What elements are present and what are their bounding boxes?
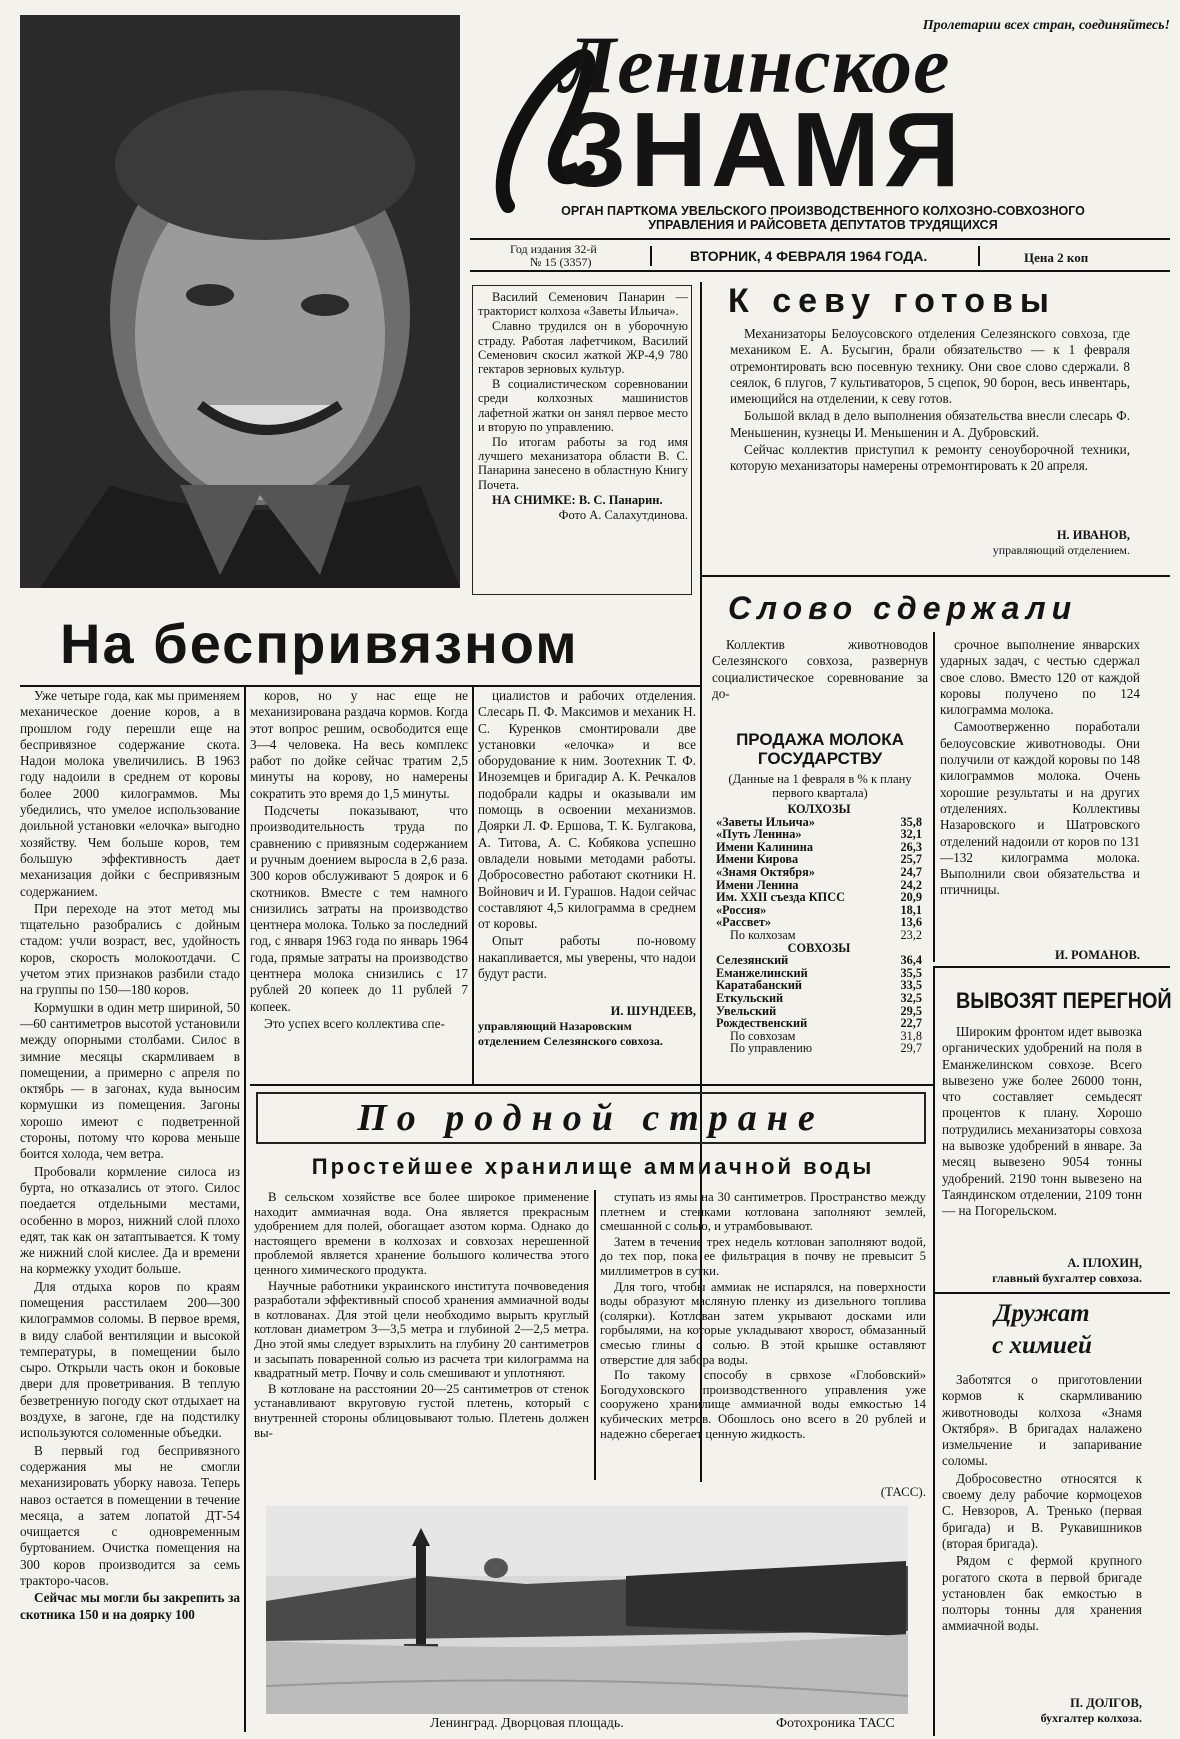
besprivyaz-col2-p2: Подсчеты показывают, что производительность труда по сравнению с привязным содержанием и ручным доением выросла в 2,6 раза. 300 коров обслуживают 5 доярок и 6 скотников. Вместе с тем намного снизились затраты на производство центнера молока. Только за последний год, с января 1963 года по январь 1964 года, прямые затраты на производство центнера молока снизились с 17 рублей 20 копеек до 11 рублей 7 копеек. xyxy=(250,803,468,1014)
portrait-caption-p3: В социалистическом соревновании среди колхозных машинистов лафетной жатки он занял первое место и вторую по управлению. xyxy=(478,377,688,434)
row-name: Каратабанский xyxy=(716,978,803,993)
masthead-year: Год издания 32-й xyxy=(510,242,597,256)
portrait-caption-p4: По итогам работы за год имя лучшего механизатора области В. С. Панарина занесено в областную Книгу Почета. xyxy=(478,435,688,492)
rodina-col1-p3: В котловане на расстоянии 20—25 сантиметров от стенок устанавливают вкруговую густой плетень, который с внутренней стороны облицовывают толью. Плетень должен вы- xyxy=(254,1381,589,1440)
row-name: Имени Кирова xyxy=(716,852,799,867)
slovo-intro: Коллектив животноводов Селезянского совхоза, развернув социалистическое соревнование за до- xyxy=(712,637,928,701)
row-name: «Путь Ленина» xyxy=(716,827,802,842)
portrait-caption xyxy=(478,290,688,595)
rodina-headline: Простейшее хранилище аммиачной воды xyxy=(311,1154,875,1179)
milk-table xyxy=(716,803,922,1055)
besprivyaz-col1 xyxy=(20,688,240,1733)
besprivyaz-signature xyxy=(478,1004,696,1049)
besprivyaz-col1-p3: Кормушки в один метр шириной, 50—60 сантиметров высотой установили между опорными столбами. Силос в зимние месяцы скармливаем в помещении, а примерно с апреля по октябрь — в загонах, куда выносим кормушки из помещения. Загоны хорошо имеют с подветренной стороны, потому что корова меньше боится холода, чем ветра. xyxy=(20,999,240,1162)
portrait-caption-p1: Василий Семенович Панарин — тракторист колхоза «Заветы Ильича». xyxy=(478,290,688,319)
portrait-caption-p2: Славно трудился он в уборочную страду. Работая лафетчиком, Василий Семенович скосил жаткой ЖР-4,9 780 гектаров зерновых культур. xyxy=(478,319,688,377)
portrait-photo xyxy=(20,15,460,588)
row-name: Увельский xyxy=(716,1003,777,1018)
row-value: 29,5 xyxy=(900,1003,922,1018)
himiya-author: П. ДОЛГОВ, xyxy=(1070,1696,1142,1710)
sevu-headline: К севу готовы xyxy=(728,282,1056,320)
besprivyaz-col1-p7: Сейчас мы могли бы закрепить за скотника 150 и на дояркy 100 xyxy=(20,1590,240,1622)
peregnoy-text: Широким фронтом идет вывозка органических удобрений на поля в Еманжелинском совхозе. Всего вывезено уже более 26000 тонн, что составляет семьдесят процентов к плану. Хорошо потрудились механизаторы совхоза на вывозке удобрений в январе. За месяц вывезено 9054 тонны удобрений. 2190 тонн вывезено на Таяндинском отделении, 2109 тонн — на Погорельском. xyxy=(942,1024,1142,1219)
himiya-p2: Добросовестно относятся к своему делу рабочие кормоцехов С. Невзоров, А. Тренько (первая бригада) и В. Рукавишников (вторая бригада). xyxy=(942,1470,1142,1551)
row-value: 35,8 xyxy=(900,814,922,829)
row-value: 25,7 xyxy=(900,852,922,867)
row-name: Селезянский xyxy=(716,953,789,968)
rodina-credit: (ТАСС). xyxy=(880,1484,926,1499)
row-value: 29,7 xyxy=(900,1041,922,1056)
sevu-p2: Большой вклад в дело выполнения обязательства внесли слесарь Ф. Меньшенин, кузнецы И. Меньшенин и А. Дубровский. xyxy=(730,408,1130,440)
palace-square-image-icon xyxy=(266,1506,908,1714)
row-value: 33,5 xyxy=(900,978,922,993)
rodina-col1-p1: В сельском хозяйстве все более широкое применение находит аммиачная вода. Она является прекрасным удобрением для полей, обогащает азотом корма. Однако до настоящего времени в колхозах и совхозах нерешенной проблемой является хранение большого количества этого ценного химического продукта. xyxy=(254,1190,589,1277)
row-value: 23,2 xyxy=(900,927,922,942)
besprivyaz-col3-p1: циалистов и рабочих отделения. Слесарь П. Ф. Максимов и механик Н. С. Куренков смонтировали две установки «елочка» и все оборудование к ним. Зоотехник Т. Ф. Иноземцев и бригадир А. К. Речкалов подобрали кадры и оказывали им помощь в освоении механизмов. Доярки Л. Ф. Ершова, Т. К. Булгакова, А. Титова, А. С. Кобякова успешно овладели новыми методами работы. Добросовестно работают скотники Н. Войнович и И. Гурашов. Надои сейчас составляют 4,5 килограмма в среднем от коровы. xyxy=(478,688,696,932)
milk-table-subtitle: (Данные на 1 февраля в % к плану первого квартала) xyxy=(728,772,912,800)
himiya-signature xyxy=(942,1696,1142,1726)
table-row xyxy=(716,954,922,967)
bottom-photo-caption: Ленинград. Дворцовая площадь. xyxy=(430,1716,624,1731)
rodina-col1-p2: Научные работники украинского института почвоведения разработали эффективный способ хранения аммиачной воды в котлованах. Для этой цели необходимо вырыть круглый котлован диаметром 3—3,5 метра и глубиной 2—2,5 метра. Дно этой ямы следует взрыхлить на глубину 20 сантиметров и засыпать поваренной солью из расчета три килограмма на квадратный метр. Почву и соль смешивают и уплотняют. xyxy=(254,1278,589,1381)
milk-table-kolkhoz-header xyxy=(716,803,922,816)
row-value: 35,5 xyxy=(900,965,922,980)
himiya-role: бухгалтер колхоза. xyxy=(1040,1711,1142,1725)
table-row xyxy=(716,1017,922,1030)
table-row xyxy=(716,891,922,904)
row-value: 26,3 xyxy=(900,839,922,854)
slovo-author: И. РОМАНОВ. xyxy=(1055,948,1140,962)
besprivyaz-headline: На беспривязном xyxy=(60,612,579,675)
slovo-col2-p1: срочное выполнение январских ударных задач, с честью сдержал свое слово. Вместо 120 от каждой коровы получено по 124 килограмма молока. xyxy=(940,637,1140,718)
besprivyaz-col3-p2: Опыт работы по-новому накапливается, мы уверены, что надои будут расти. xyxy=(478,933,696,982)
sevu-p3: Сейчас коллектив приступил к ремонту сеноуборочной техники, которую механизаторы намерены отремонтировать к 20 апреля. xyxy=(730,442,1130,474)
rodina-col2-p1: ступать из ямы на 30 сантиметров. Пространство между плетнем и стенками котлована заполняют землей, смешанной с солью, и утрамбовывают. xyxy=(600,1190,926,1234)
besprivyaz-col2-p3: Это успех всего коллектива спе- xyxy=(264,1015,445,1031)
sevu-p1: Механизаторы Белоусовского отделения Селезянского совхоза, где механиком Е. А. Бусыгин, брали обязательство — к 1 февраля отремонтировать всю посевную технику. Они свое слово сдержали. 8 сеялок, 6 плугов, 7 культиваторов, 5 сцепок, 90 борон, весь инвентарь, имеющийся на отделении, к севу готов. xyxy=(730,326,1130,407)
besprivyaz-col1-p2: При переходе на этот метод мы тщательно разобрались с дойным стадом: учли возраст, вес, удойность коров, скорость молокоотдачи. С учетом этих признаков разбили стадо на группы по 150—180 коров. xyxy=(20,900,240,998)
rodina-col2-p4: По такому способу в срвхозе «Глобовский» Богодуховского производственного управления уже сооружено хранилище аммиачной воды емкостью 14 кубических метров. Обошлось оно всего в 20 рублей и надежно сберегает ценную жидкость. xyxy=(600,1368,926,1441)
peregnoy-author: А. ПЛОХИН, xyxy=(1067,1256,1142,1270)
besprivyaz-col1-p4: Пробовали кормление силоса из бурта, но отказались от этого. Силос поедается отдельными местами, особенно в мороз, нижний слой плохо едят, так как он затаптывается. К тому же нижний слой кислее. Да и времени на кормежку уходит больше. xyxy=(20,1163,240,1277)
table-row-total xyxy=(716,929,922,942)
bottom-photo xyxy=(266,1506,908,1714)
masthead-title-line2: ЗНАМЯ xyxy=(560,91,964,209)
row-name: Имени Калинина xyxy=(716,839,814,854)
slovo-headline: Слово сдержали xyxy=(728,590,1078,626)
peregnoy-signature xyxy=(942,1256,1142,1286)
row-name: По колхозам xyxy=(730,927,796,942)
row-value: 18,1 xyxy=(900,902,922,917)
besprivyaz-col1-p5: Для отдыха коров по краям помещения расстилаем 200—300 килограммов соломы. В первое время, в виду слабой вентиляции и высокой температуры, в помещении было сыро. Открыли часть окон и боковые двери для проветривания. В теплую безветренную погоду скот отдыхает на воздухе, в загоне, где на подстилку используются соломенные объедки. xyxy=(20,1278,240,1441)
table-row-total xyxy=(716,1042,922,1055)
row-name: Еманжелинский xyxy=(716,965,808,980)
portrait-image-icon xyxy=(20,15,460,588)
row-value: 13,6 xyxy=(900,915,922,930)
row-value: 20,9 xyxy=(900,890,922,905)
slovo-col2-p2: Самоотверженно поработали белоусовские животноводы. Они получили от каждой коровы по 148 килограммов молока. Очень хорошие результаты и на других отделениях. Коллективы Назаровского и Шатровского отделений надоили от коров по 131—132 килограмма молока. Выполнили свои обязательства и птичницы. xyxy=(940,719,1140,898)
masthead-price: Цена 2 коп xyxy=(1024,250,1089,265)
row-name: По совхозам xyxy=(730,1028,796,1043)
portrait-credit: Фото А. Салахутдинова. xyxy=(558,508,688,523)
row-value: 36,4 xyxy=(900,953,922,968)
masthead-title-line1: Ленинское xyxy=(560,19,951,110)
peregnoy-role: главный бухгалтер совхоза. xyxy=(992,1271,1142,1285)
himiya-article xyxy=(942,1372,1142,1692)
portrait-caption-p5: НА СНИМКЕ: В. С. Панарин. xyxy=(492,492,663,507)
peregnoy-headline: ВЫВОЗЯТ ПЕРЕГНОЙ xyxy=(956,988,1172,1013)
slovo-col2 xyxy=(940,637,1140,962)
himiya-headline1: Дружат xyxy=(994,1300,1090,1327)
row-name: По управлению xyxy=(730,1041,813,1056)
row-name: «Заветы Ильича» xyxy=(716,814,815,829)
besprivyaz-role: управляющий Назаровским отделением Селезянского совхоза. xyxy=(478,1019,663,1048)
bottom-photo-credit: Фотохроника ТАСС xyxy=(776,1716,895,1731)
besprivyaz-col2 xyxy=(250,688,468,1083)
row-name: «Россия» xyxy=(716,902,767,917)
rodina-col2-p2: Затем в течение трех недель котлован заполняют водой, до тех пор, пока ее фильтрация в почву не превысит 5 миллиметров в сутки. xyxy=(600,1234,926,1278)
himiya-p3: Рядом с фермой крупного рогатого скота в первой бригаде установлен бак емкостью в полторы тонны для хранения аммиачной воды. xyxy=(942,1553,1142,1634)
masthead-organ: ОРГАН ПАРТКОМА УВЕЛЬСКОГО ПРОИЗВОДСТВЕННОГО КОЛХОЗНО-СОВХОЗНОГО УПРАВЛЕНИЯ И РАЙСОВЕТА ДЕПУТАТОВ ТРУДЯЩИХСЯ xyxy=(561,204,1085,232)
milk-table-title: ПРОДАЖА МОЛОКА ГОСУДАРСТВУ xyxy=(736,730,904,768)
besprivyaz-col3 xyxy=(478,688,696,1003)
slogan: Пролетарии всех стран, соединяйтесь! xyxy=(922,18,1170,33)
row-value: 22,7 xyxy=(900,1016,922,1031)
row-value: 32,5 xyxy=(900,990,922,1005)
row-name: Им. XXII съезда КПСС xyxy=(716,890,845,905)
row-name: «Знамя Октября» xyxy=(716,864,815,879)
besprivyaz-author: И. ШУНДЕЕВ, xyxy=(610,1004,696,1018)
sevu-author: Н. ИВАНОВ, xyxy=(1056,528,1130,542)
himiya-headline2: с химией xyxy=(992,1332,1092,1359)
masthead-date: ВТОРНИК, 4 ФЕВРАЛЯ 1964 ГОДА. xyxy=(690,248,928,264)
table-row xyxy=(716,828,922,841)
rodina-col2-p3: Для того, чтобы аммиак не испарялся, на поверхности воды образуют масляную пленку из дизельного топлива (солярки). Котлован затем укрывают досками или горбылями, на которые укладывают хворост, обмазанный смесью глины с солью. В этой крышке оставляют отверстие для забора воды. xyxy=(600,1279,926,1367)
milk-table-kolkhoz-header-label: КОЛХОЗЫ xyxy=(787,802,851,816)
row-value: 24,2 xyxy=(900,877,922,892)
rodina-rubric: По родной стране xyxy=(357,1097,825,1139)
rodina-col2 xyxy=(600,1190,926,1482)
himiya-p1: Заботятся о приготовлении кормов к скармливанию животноводы колхоза «Знамя Октября». В бригадах налажено измельчение и запаривание соломы. xyxy=(942,1372,1142,1469)
besprivyaz-col1-p1: Уже четыре года, как мы применяем механическое доение коров, а в прошлом году перешли еще на беспривязное содержание скота. Надои молока увеличились. В 1963 году надоили в среднем от коровы более 2000 килограммов. Мы убедились, что умелое использование доильной установки «елочка» выгодно хозяйству. Чем больше коров, тем большую эффективность дает механизация дойки с беспривязным содержанием. xyxy=(20,688,240,899)
milk-table-sovkhoz-header-label: СОВХОЗЫ xyxy=(787,940,851,955)
sevu-article xyxy=(730,326,1130,531)
masthead-issue: № 15 (3357) xyxy=(530,255,592,269)
besprivyaz-col2-p1: коров, но у нас еще не механизирована раздача кормов. Когда этот вопрос решим, освободится еще 3—4 человека. На весь комплекс работ по дойке сейчас тратим 2,5 минуты на корову, но намерены сократить это время до 1,5 минуты. xyxy=(250,688,468,801)
row-name: «Рассвет» xyxy=(716,915,772,930)
row-name: Рождественский xyxy=(716,1016,808,1031)
besprivyaz-col1-p6: В первый год беспривязного содержания мы не смогли механизировать уборку навоза. Теперь навоз остается в помещении в течение месяца, а затем лопатой ДТ-54 очищается с одновременным буртованием. Очистка помещения на 300 коров производится за семь тракторо-часов. xyxy=(20,1442,240,1589)
sevu-signature xyxy=(860,528,1130,558)
table-row xyxy=(716,866,922,879)
row-name: Имени Ленина xyxy=(716,877,799,892)
row-value: 24,7 xyxy=(900,864,922,879)
sevu-role: управляющий отделением. xyxy=(992,543,1130,557)
row-name: Еткульский xyxy=(716,990,784,1005)
row-value: 31,8 xyxy=(900,1028,922,1043)
rodina-col1 xyxy=(254,1190,589,1482)
row-value: 32,1 xyxy=(900,827,922,842)
table-row xyxy=(716,992,922,1005)
